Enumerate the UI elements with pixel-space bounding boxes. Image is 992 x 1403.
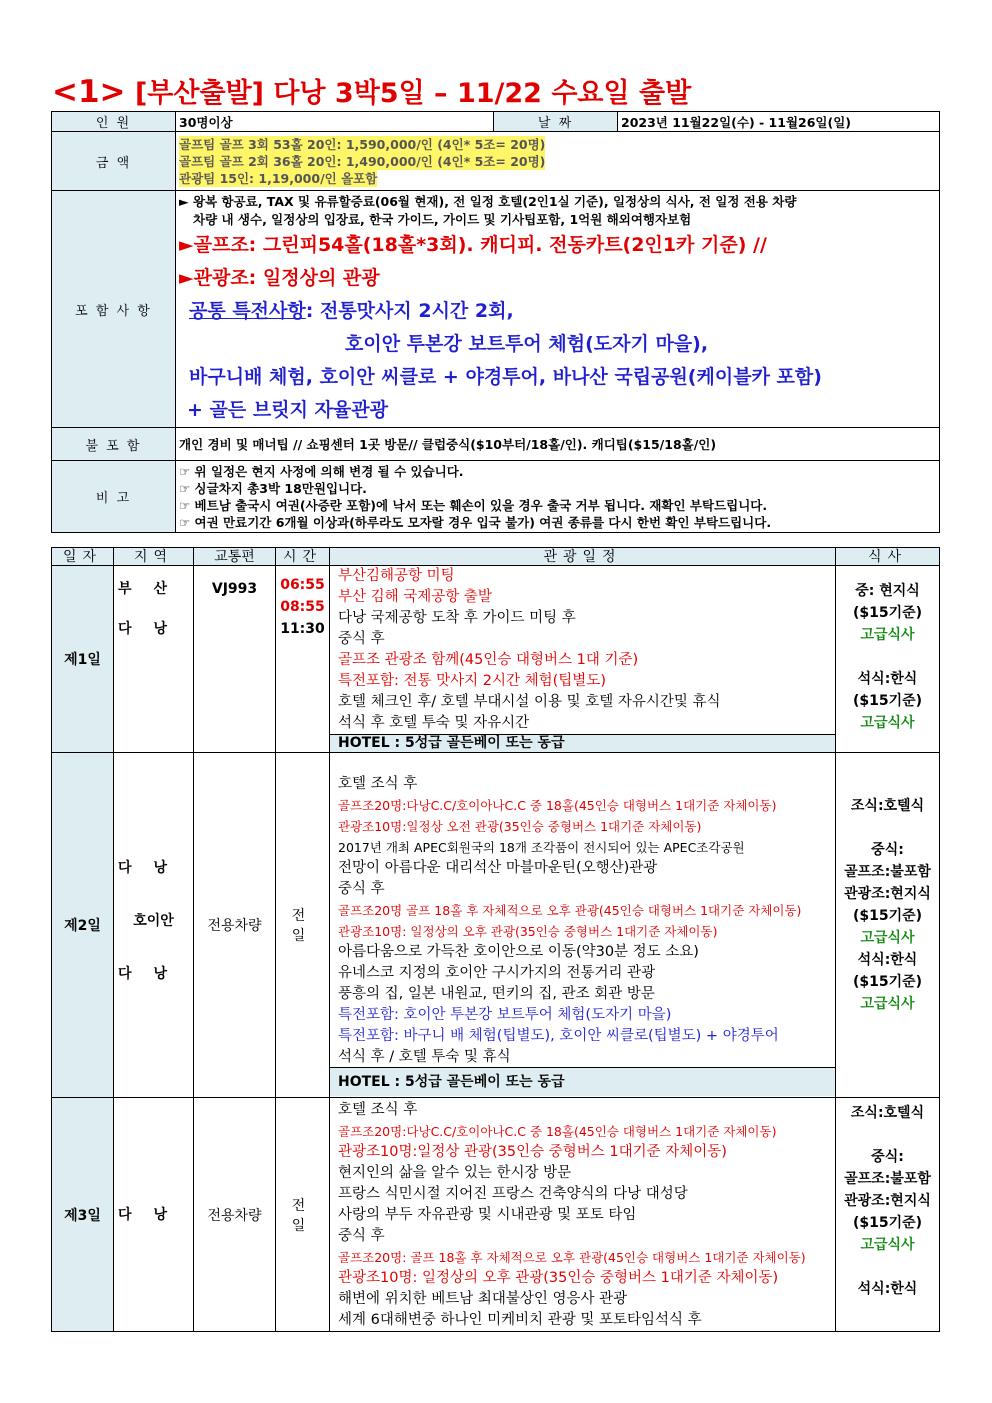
location-cell [114, 753, 194, 1098]
title-text: [부산출발] 다낭 3박5일 – 11/22 수요일 출발 [134, 78, 692, 109]
location: 다낭 [117, 1206, 190, 1223]
date-value: 2023년 11월22일(수) - 11월26일(일) [618, 112, 940, 132]
itinerary-line: 관광조10명: 일정상의 오후 관광(35인승 중형버스 1대기준 자체이동) [338, 1270, 779, 1286]
meal-cell [836, 1098, 940, 1332]
itinerary-line: 사랑의 부두 자유관광 및 시내관광 및 포토 타임 [338, 1207, 637, 1223]
location-cell [114, 566, 194, 753]
location: 다낭 [117, 621, 190, 637]
meal-line: 관광조:현지식 [844, 1193, 931, 1209]
special-line: 호이안 투본강 보트투어 체험(도자기 마을), [345, 333, 709, 355]
meal-line [839, 1256, 936, 1278]
itinerary-line: 골프조20명: 골프 18홀 후 자체적으로 오후 관광(45인승 대형버스 1대기준 자체이동) [338, 1250, 806, 1265]
note-cell [176, 461, 940, 533]
header-time: 시간 [276, 548, 330, 566]
meal-line [839, 773, 936, 795]
people-value: 30명이상 [176, 112, 494, 132]
special-line: + 골든 브릿지 자율관광 [187, 399, 388, 421]
header-meal: 식사 [836, 548, 940, 566]
include-cell [176, 191, 940, 428]
itinerary-line: 호텔 조식 후 [338, 776, 418, 792]
itinerary-line: 세계 6대해변중 하나인 미케비치 관광 및 포토타임석식 후 [338, 1312, 702, 1328]
location: 부산 [117, 581, 190, 597]
note-line: ☞ 여권 만료기간 6개월 이상과(하루라도 모자랄 경우 입국 불가) 여권 종류를 다시 한번 확인 부탁드립니다. [179, 514, 772, 530]
meal-line: 석식:한식 [857, 952, 918, 968]
itinerary-line: 특전포함: 호이안 투본강 보트투어 체험(도자기 마을) [338, 1007, 672, 1023]
itinerary-line: 현지인의 삶을 알수 있는 한시장 방문 [338, 1165, 572, 1181]
special-line: 바구니배 체험, 호이안 씨클로 + 야경투어, 바나산 국립공원(케이블카 포함) [189, 366, 822, 388]
itinerary-line: 부산 김해 국제공항 출발 [338, 589, 492, 605]
header-itinerary: 관광일정 [330, 548, 836, 566]
note-line: ☞ 싱글차지 총3박 18만원입니다. [179, 480, 367, 496]
meal-line: 고급식사 [860, 1237, 915, 1253]
meal-line: 골프조:불포함 [844, 1171, 931, 1187]
include-line: 차량 내 생수, 일정상의 입장료, 한국 가이드, 가이드 및 기사팁포함, 1억원 해외여행자보험 [193, 212, 692, 227]
people-label: 인 원 [52, 112, 176, 132]
itinerary-cell [330, 1098, 836, 1332]
itinerary-line: 골프조 관광조 함께(45인승 대형버스 1대 기준) [338, 652, 639, 668]
location-cell [114, 1098, 194, 1332]
date-label: 날 짜 [494, 112, 618, 132]
itinerary-line: 골프조20명 골프 18홀 후 자체적으로 오후 관광(45인승 대형버스 1대기준 자체이동) [338, 903, 802, 918]
price-line: 골프팀 골프 2회 36홀 20인: 1,490,000/인 (4인* 5조= 20명) [179, 153, 546, 169]
meal-cell [836, 566, 940, 753]
include-tour: ►관광조: 일정상의 관광 [179, 267, 380, 289]
itinerary-line: 다낭 국제공항 도착 후 가이드 미팅 후 [338, 610, 576, 626]
itinerary-line: 석식 후 호텔 투숙 및 자유시간 [338, 715, 530, 731]
meal-line: 중식: [871, 842, 904, 858]
schedule-table [51, 547, 940, 1332]
time-cell [276, 566, 330, 753]
price-cell [176, 132, 940, 191]
meal-line: 중식: [871, 1149, 904, 1165]
itinerary-line: 특전포함: 전통 맛사지 2시간 체험(팁별도) [338, 673, 606, 689]
meal-cell [836, 753, 940, 1098]
itinerary-line: 중식 후 [338, 1228, 385, 1244]
meal-line: 중: 현지식 [855, 583, 920, 599]
day-row [52, 566, 940, 753]
itinerary-line: 관광조10명:일정상 관광(35인승 중형버스 1대기준 자체이동) [338, 1144, 727, 1160]
location: 다낭 [117, 859, 190, 876]
meal-line: ($15기준) [852, 1215, 923, 1231]
itinerary-line: 석식 후 / 호텔 투숙 및 휴식 [338, 1049, 511, 1065]
price-label: 금 액 [52, 132, 176, 191]
time: 06:55 [280, 577, 325, 593]
itinerary-line: 골프조20명:다낭C.C/호이아나C.C 중 18홀(45인승 대형버스 1대기준 자체이동) [338, 798, 777, 813]
meal-line [839, 817, 936, 839]
day-label: 제2일 [52, 753, 114, 1098]
meal-line: ($15기준) [852, 605, 923, 621]
meal-line: 조식:호텔식 [850, 798, 925, 814]
day-row [52, 753, 940, 1098]
itinerary-line: 중식 후 [338, 881, 385, 897]
meal-line: 고급식사 [860, 715, 915, 731]
include-golf: ►골프조: 그린피54홀(18홀*3회). 캐디피. 전동카트(2인1카 기준) // [179, 234, 767, 256]
day-row [52, 1098, 940, 1332]
hotel-line: HOTEL : 5성급 골든베이 또는 동급 [330, 1067, 836, 1096]
page-title [52, 72, 952, 112]
header-region: 지역 [114, 548, 194, 566]
meal-line: 고급식사 [860, 627, 915, 643]
meal-line: 관광조:현지식 [844, 886, 931, 902]
note-label: 비 고 [52, 461, 176, 533]
meal-line: ($15기준) [852, 974, 923, 990]
itinerary-line: 전망이 아름다운 대리석산 마블마운틴(오행산)관광 [338, 860, 658, 876]
time-text: 전 일 [276, 1098, 330, 1332]
transport: VJ993 [194, 566, 276, 753]
include-line: ► 왕복 항공료, TAX 및 유류할증료(06월 현재), 전 일정 호텔(2인1실 기준), 일정상의 식사, 전 일정 전용 차량 [179, 194, 797, 209]
price-line: 골프팀 골프 3회 53홀 20인: 1,590,000/인 (4인* 5조= 20명) [179, 136, 546, 152]
day-label: 제1일 [52, 566, 114, 753]
itinerary-line: 호텔 조식 후 [338, 1102, 418, 1118]
itinerary-line: 관광조10명: 일정상의 오후 관광(35인승 중형버스 1대기준 자체이동) [338, 924, 718, 939]
meal-line: 조식:호텔식 [850, 1105, 925, 1121]
meal-line: 고급식사 [860, 996, 915, 1012]
itinerary-line: 유네스코 지정의 호이안 구시가지의 전통거리 관광 [338, 965, 656, 981]
location: 호이안 [133, 912, 174, 929]
itinerary-line: 관광조10명:일정상 오전 관광(35인승 중형버스 1대기준 자체이동) [338, 819, 702, 834]
meal-line [839, 1124, 936, 1146]
itinerary-line: 부산김해공항 미팅 [338, 568, 455, 584]
meal-line: ($15기준) [852, 693, 923, 709]
itinerary-line: 해변에 위치한 베트남 최대불상인 영응사 관광 [338, 1291, 628, 1307]
exclude-label: 불 포 함 [52, 428, 176, 461]
itinerary-line: 호텔 체크인 후/ 호텔 부대시설 이용 및 호텔 자유시간및 휴식 [338, 694, 721, 710]
special-label: 공통 특전사항 [189, 300, 306, 322]
note-line: ☞ 위 일정은 현지 사정에 의해 변경 될 수 있습니다. [179, 463, 464, 479]
time: 08:55 [280, 599, 325, 615]
meal-line: 석식:한식 [857, 1281, 918, 1297]
day-label: 제3일 [52, 1098, 114, 1332]
time-text: 전 일 [276, 753, 330, 1098]
header-day: 일자 [52, 548, 114, 566]
itinerary-line: 프랑스 식민시절 지어진 프랑스 건축양식의 다낭 대성당 [338, 1186, 688, 1202]
special-line: : 전통맛사지 2시간 2회, [305, 300, 514, 322]
info-table [51, 111, 940, 533]
location: 다낭 [117, 965, 190, 982]
itinerary-line: 특전포함: 바구니 배 체험(팁별도), 호이안 씨클로(팁별도) + 야경투어 [338, 1028, 779, 1044]
itinerary-line: 중식 후 [338, 631, 385, 647]
itinerary-cell [330, 566, 836, 753]
meal-line: 석식:한식 [857, 671, 918, 687]
include-label: 포 함 사 항 [52, 191, 176, 428]
transport: 전용차량 [194, 753, 276, 1098]
meal-line: 골프조:불포함 [844, 864, 931, 880]
time: 11:30 [280, 621, 325, 637]
itinerary-line [330, 753, 835, 774]
itinerary-line: 골프조20명:다낭C.C/호이아나C.C 중 18홀(45인승 대형버스 1대기준 자체이동) [338, 1124, 777, 1139]
itinerary-line: 2017년 개최 APEC회원국의 18개 조각품이 전시되어 있는 APEC조각공원 [338, 840, 745, 855]
header-transport: 교통편 [194, 548, 276, 566]
meal-line [839, 646, 936, 668]
price-line: 관광팀 15인: 1,19,000/인 올포함 [179, 170, 378, 186]
itinerary-cell [330, 753, 836, 1098]
meal-line: 고급식사 [860, 930, 915, 946]
hotel-line: HOTEL : 5성급 골든베이 또는 동급 [330, 734, 836, 752]
meal-line: ($15기준) [852, 908, 923, 924]
note-line: ☞ 베트남 출국시 여권(사증란 포함)에 낙서 또는 훼손이 있을 경우 출국 거부 됩니다. 재확인 부탁드립니다. [179, 497, 768, 513]
exclude-value: 개인 경비 및 매너팁 // 쇼핑센터 1곳 방문// 클럽중식($10부터/18홀/인). 캐디팁($15/18홀/인) [176, 428, 940, 461]
itinerary-line: 풍흥의 집, 일본 내원교, 떤키의 집, 관조 회관 방문 [338, 986, 655, 1002]
title-number: <1> [52, 74, 126, 110]
transport: 전용차량 [194, 1098, 276, 1332]
itinerary-line: 아름다움으로 가득찬 호이안으로 이동(약30분 정도 소요) [338, 944, 699, 960]
